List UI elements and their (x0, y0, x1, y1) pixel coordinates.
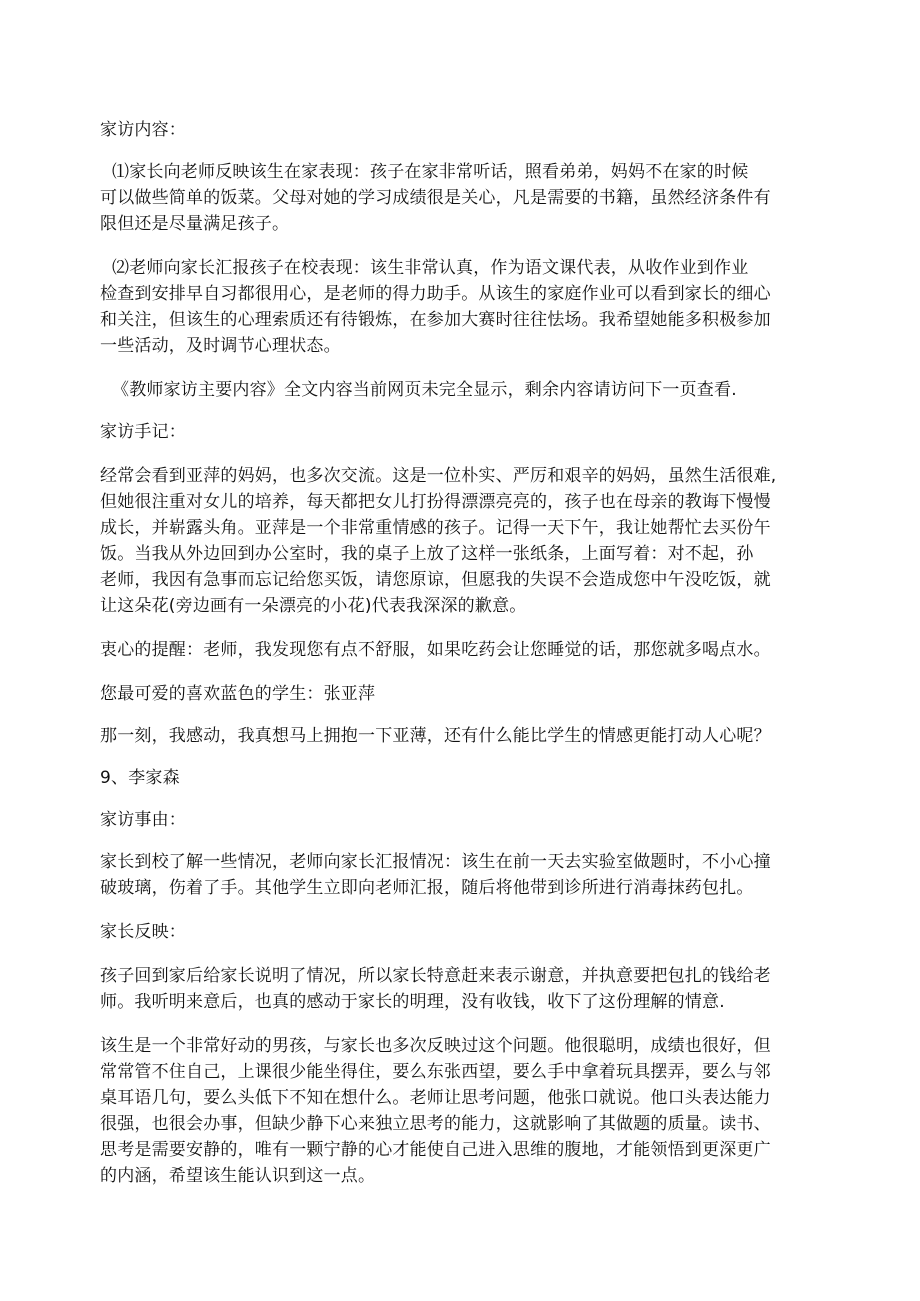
text-line: 让这朵花(旁边画有一朵漂亮的小花)代表我深深的歉意。 (100, 596, 527, 616)
text-line: 您最可爱的喜欢蓝色的学生：张亚萍 (100, 684, 376, 704)
text-line: ⑴家长向老师反映该生在家表现：孩子在家非常听话，照看弟弟，妈妈不在家的时候 (112, 162, 749, 182)
section-heading-student: 9、李家森 (100, 768, 180, 788)
text-line: 那一刻，我感动，我真想马上拥抱一下亚薄，还有什么能比学生的情感更能打动人心呢？ (100, 726, 771, 746)
text-line: 的内涵，希望该生能认识到这一点。 (100, 1166, 376, 1186)
text-line: 饭。当我从外边回到办公室时，我的桌子上放了这样一张纸条，上面写着：对不起，孙 (100, 544, 754, 564)
text-line: 很强，也很会办事，但缺少静下心来独立思考的能力，这就影响了其做题的质量。读书、 (100, 1114, 771, 1134)
heading-visit-reason: 家访事由： (100, 810, 186, 830)
text-line: 师。我听明来意后，也真的感动于家长的明理，没有收钱，收下了这份理解的情意. (100, 992, 725, 1012)
text-line: 可以做些简单的饭菜。父母对她的学习成绩很是关心，凡是需要的书籍，虽然经济条件有 (100, 188, 771, 208)
text-line: 检查到安排早自习都很用心，是老师的得力助手。从该生的家庭作业可以看到家长的细心 (100, 284, 771, 304)
heading-parent-feedback: 家长反映： (100, 922, 186, 942)
text-line: 但她很注重对女儿的培养，每天都把女儿打扮得漂漂亮亮的，孩子也在母亲的教诲下慢慢 (100, 492, 771, 512)
text-line: 衷心的提醒：老师，我发现您有点不舒服，如果吃药会让您睡觉的话，那您就多喝点水。 (100, 640, 771, 660)
heading-home-visit-content: 家访内容： (100, 120, 186, 140)
heading-home-visit-notes: 家访手记： (100, 422, 186, 442)
continuation-notice: 《教师家访主要内容》全文内容当前网页未完全显示，剩余内容请访问下一页查看. (112, 380, 737, 400)
text-line: 孩子回到家后给家长说明了情况，所以家长特意赶来表示谢意，并执意要把包扎的钱给老 (100, 966, 771, 986)
text-line: 成长，并崭露头角。亚萍是一个非常重情感的孩子。记得一天下午，我让她帮忙去买份午 (100, 518, 771, 538)
text-line: 思考是需要安静的，唯有一颗宁静的心才能使自己进入思维的腹地，才能领悟到更深更广 (100, 1140, 771, 1160)
text-line: 破玻璃，伤着了手。其他学生立即向老师汇报，随后将他带到诊所进行消毒抹药包扎。 (100, 878, 754, 898)
text-line: 经常会看到亚萍的妈妈，也多次交流。这是一位朴实、严厉和艰辛的妈妈，虽然生活很难, (100, 466, 777, 486)
text-line: 家长到校了解一些情况，老师向家长汇报情况：该生在前一天去实验室做题时，不小心撞 (100, 852, 771, 872)
text-line: 和关注，但该生的心理索质还有待锻炼，在参加大赛时往往怯场。我希望她能多积极参加 (100, 310, 771, 330)
text-line: 桌耳语几句，要么头低下不知在想什么。老师让思考问题，他张口就说。他口头表达能力 (100, 1088, 771, 1108)
text-line: 限但还是尽量满足孩子。 (100, 214, 290, 234)
text-line: 老师，我因有急事而忘记给您买饭，请您原谅，但愿我的失误不会造成您中午没吃饭，就 (100, 570, 771, 590)
text-line: 一些活动，及时调节心理状态。 (100, 336, 341, 356)
text-line: 常常管不住自己，上课很少能坐得住，要么东张西望，要么手中拿着玩具摆弄，要么与邻 (100, 1062, 771, 1082)
text-line: ⑵老师向家长汇报孩子在校表现：该生非常认真，作为语文课代表，从收作业到作业 (112, 258, 749, 278)
text-line: 该生是一个非常好动的男孩，与家长也多次反映过这个问题。他很聪明，成绩也很好，但 (100, 1036, 771, 1056)
